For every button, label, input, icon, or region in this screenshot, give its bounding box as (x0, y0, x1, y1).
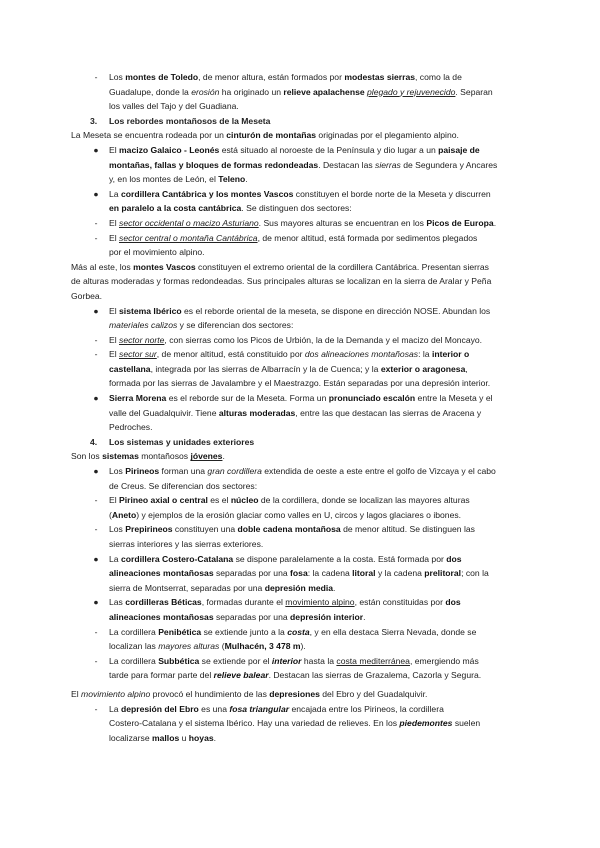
text: . Destacan las (318, 159, 376, 170)
text: sector norte (119, 334, 165, 345)
text: y la cadena (375, 568, 425, 579)
text: La (109, 553, 121, 564)
text: Subbética (158, 655, 200, 666)
bullet-item (71, 464, 530, 479)
text: en paralelo a la costa cantábrica (109, 203, 242, 214)
paragraph-line: Gorbea. (71, 290, 103, 301)
text: depresión media (264, 582, 334, 593)
section-title: Los rebordes montañosos de la Meseta (109, 115, 271, 126)
text: montes Vascos (133, 261, 196, 272)
text: , y en ella destaca Sierra Nevada, donde se (309, 626, 477, 637)
paragraph-line (71, 449, 530, 464)
bullet-item (71, 391, 530, 406)
text: ). (300, 641, 306, 652)
text-line (71, 201, 530, 216)
text: ( (219, 641, 225, 652)
text: dos (446, 553, 462, 564)
dash-marker: - (94, 655, 98, 666)
paragraph-line (71, 687, 530, 702)
text: núcleo (230, 495, 259, 506)
text: . (213, 732, 217, 743)
text: forman una (159, 466, 208, 477)
text: constituyen una (172, 524, 238, 535)
text: El (109, 232, 120, 243)
bullet-item (71, 187, 530, 202)
text: del Ebro y del Guadalquivir. (319, 688, 428, 699)
text: es el (207, 495, 231, 506)
bullet-item (71, 304, 530, 319)
text-line (71, 731, 530, 746)
text: u (179, 732, 189, 743)
text: cordillera Costero-Catalana (120, 553, 234, 564)
bullet-marker: ● (93, 553, 99, 564)
text: : la cadena (307, 568, 353, 579)
dash-marker: - (94, 232, 98, 243)
text: castellana (109, 363, 151, 374)
text: y se diferencian dos sectores: (177, 320, 294, 331)
text: , como la de (415, 72, 462, 82)
text: , (465, 363, 468, 374)
list-item (71, 231, 530, 246)
text: pronunciado escalón (328, 393, 416, 404)
text: costa (287, 626, 310, 637)
text: sistemas (102, 451, 139, 462)
text: Los (109, 466, 126, 477)
text-line: por el movimiento alpino. (109, 247, 205, 258)
text-line (71, 172, 530, 187)
list-item (71, 625, 530, 640)
text: sistema Ibérico (119, 305, 182, 316)
text: Penibética (158, 626, 202, 637)
dash-marker: - (94, 703, 98, 714)
text: El (109, 217, 120, 228)
text: extendida de oeste a este entre el golfo de Vizcaya y el cabo (261, 466, 496, 477)
text: localizarse (109, 732, 152, 743)
text: Son los (71, 451, 103, 462)
text: localizan las (109, 641, 159, 652)
text: , integrada por las sierras de Albarracín y la de Cuenca; y la (150, 363, 381, 374)
paragraph-line (71, 260, 530, 275)
text: cordillera Cantábrica y los montes Vascos (120, 188, 294, 199)
text: prelitoral (424, 568, 462, 579)
section-title: Los sistemas y unidades exteriores (109, 436, 255, 447)
text: entre la Meseta y el (415, 393, 493, 404)
text: sector occidental o macizo Asturiano (119, 217, 259, 228)
text: Los (109, 524, 126, 535)
text-line (71, 716, 530, 731)
text: , están constituidas por (354, 597, 446, 608)
text: fosa (290, 568, 308, 579)
text: dos (445, 597, 461, 608)
text: exterior o aragonesa (380, 363, 466, 374)
text: . (222, 451, 225, 462)
text: montes de Toledo (125, 72, 199, 82)
text: La (109, 703, 121, 714)
dash-marker: - (94, 495, 98, 506)
text: , con sierras como los Picos de Urbión, la de la Demanda y el macizo del Moncayo. (164, 334, 483, 345)
text: es el reborde sur de la Meseta. Forma un (166, 393, 329, 404)
text: constituyen el extremo oriental de la cordillera Cantábrica. Presentan sierras (195, 261, 489, 272)
text: ha originado un (219, 86, 284, 97)
text: montañas, fallas y bloques de formas redondeadas (109, 159, 319, 170)
text: sierras (375, 159, 401, 170)
text: doble cadena montañosa (237, 524, 341, 535)
text: , de menor altitud, está formada por sedimentos plegados (257, 232, 478, 243)
text: Mulhacén, 3 478 m (224, 641, 301, 652)
text: . Separan (455, 86, 493, 97)
text: sector central o montaña Cantábrica (119, 232, 258, 243)
text: modestas sierras (344, 72, 416, 82)
text: . (245, 174, 248, 185)
text: Pirineo axial o central (119, 495, 208, 506)
text: interior (271, 655, 302, 666)
paragraph-line (71, 128, 530, 143)
dash-marker: - (94, 626, 98, 637)
text: : la (418, 349, 432, 360)
text: erosión (191, 86, 220, 97)
text: dos alineaciones montañosas (304, 349, 419, 360)
text: mallos (152, 732, 180, 743)
text-line (71, 566, 530, 581)
text: La cordillera (109, 655, 159, 666)
text: plegado y rejuvenecido (367, 86, 456, 97)
text: El (109, 495, 120, 506)
text: Pirineos (125, 466, 160, 477)
text: hasta la (301, 655, 337, 666)
text: piedemontes (399, 718, 453, 729)
text: separadas por una (213, 568, 291, 579)
text: El (109, 349, 120, 360)
text: de la cordillera, donde se localizan las mayores alturas (258, 495, 470, 506)
text: . (333, 582, 336, 593)
text: depresiones (269, 688, 320, 699)
bullet-item (71, 595, 530, 610)
text: . (493, 217, 497, 228)
section-heading (71, 114, 530, 129)
text-line: los valles del Tajo y del Guadiana. (109, 101, 239, 112)
bullet-marker: ● (93, 466, 99, 477)
text: Guadalupe, donde la (109, 86, 192, 97)
text: depresión interior (290, 611, 364, 622)
text: relieve apalachense (283, 86, 365, 97)
text: Costero-Catalana y el sistema Ibérico. Hay una variedad de relieves. En los (109, 718, 400, 729)
text: La Meseta se encuentra rodeada por un (71, 130, 227, 141)
text: Prepirineos (125, 524, 173, 535)
list-item (71, 347, 530, 362)
text-line (71, 610, 530, 625)
text-line: Pedroches. (109, 422, 153, 433)
text: Picos de Europa (426, 217, 494, 228)
text: se extiende junto a la (201, 626, 288, 637)
text: alturas moderadas (218, 407, 296, 418)
bullet-marker: ● (93, 188, 99, 199)
text-line: sierras interiores y las sierras exteriores. (109, 539, 264, 549)
bullet-marker: ● (93, 597, 99, 608)
text: encajada entre los Pirineos, la cordillera (289, 703, 444, 714)
list-item (71, 493, 530, 508)
dash-marker: - (94, 334, 98, 345)
text: El (109, 144, 120, 155)
text: depresión del Ebro (120, 703, 199, 714)
text: sector sur (119, 349, 157, 360)
text: de Segundera y Ancares (400, 159, 498, 170)
text: jóvenes (190, 451, 223, 462)
text: movimiento alpino (285, 597, 355, 608)
bullet-marker: ● (93, 144, 99, 155)
text: interior o (431, 349, 470, 360)
text-line (71, 639, 530, 654)
text: se extiende por el (199, 655, 272, 666)
text: movimiento alpino (81, 688, 151, 699)
text: El (109, 334, 120, 345)
text: La (109, 188, 121, 199)
text: cordilleras Béticas (125, 597, 202, 608)
dash-marker: - (94, 524, 98, 535)
section-number: 3. (90, 115, 98, 126)
section-heading (71, 435, 530, 450)
text: constituyen el borde norte de la Meseta y discurren (293, 188, 491, 199)
text: litoral (352, 568, 376, 579)
text: gran cordillera (207, 466, 262, 477)
text: Sierra Morena (109, 393, 167, 404)
text: fosa triangular (229, 703, 290, 714)
text: , emergiendo más (409, 655, 479, 666)
text: ; con la (461, 568, 489, 579)
text: originadas por el plegamiento alpino. (316, 130, 459, 141)
text: montañosos (138, 451, 191, 462)
list-item (71, 702, 530, 717)
text-line (71, 362, 530, 377)
text: costa mediterránea (336, 655, 410, 666)
text: materiales calizos (109, 320, 178, 331)
text: , de menor altura, están formados por (198, 72, 345, 82)
dash-marker: - (94, 72, 98, 82)
text-line (71, 508, 530, 523)
text: . Sus mayores alturas se encuentran en los (258, 217, 427, 228)
text: se dispone paralelamente a la costa. Está formada por (233, 553, 447, 564)
list-item (71, 333, 530, 348)
text: Más al este, los (71, 261, 134, 272)
text: separadas por una (213, 611, 291, 622)
dash-marker: - (94, 349, 98, 360)
text: ) y ejemplos de la erosión glaciar como valles en U, circos y lagos glaciares o ibones. (136, 509, 462, 520)
text-line (71, 318, 530, 333)
text: y, en los montes de León, el (109, 174, 219, 185)
text: de menor altitud. Se distinguen las (340, 524, 475, 535)
text-line (71, 158, 530, 173)
text-line: formada por las sierras de Javalambre y el Maestrazgo. Están separadas por una depresión interior. (109, 378, 491, 389)
text-line (71, 85, 530, 100)
list-item (71, 216, 530, 231)
list-item (71, 70, 530, 85)
text: alineaciones montañosas (109, 568, 214, 579)
text: cinturón de montañas (226, 130, 317, 141)
text-line (71, 406, 530, 421)
text: , entre las que destacan las sierras de Aracena y (295, 407, 482, 418)
text: mayores alturas (158, 641, 220, 652)
text-line: de Creus. Se diferencian dos sectores: (109, 480, 258, 491)
text: alineaciones montañosas (109, 611, 214, 622)
text: . Se distinguen dos sectores: (241, 203, 352, 214)
text: Los (109, 72, 126, 82)
dash-marker: - (94, 217, 98, 228)
text: provocó el hundimiento de las (150, 688, 270, 699)
bullet-item (71, 143, 530, 158)
text: ( (109, 509, 112, 520)
text: Aneto (111, 509, 137, 520)
text-line (71, 668, 530, 683)
text: valle del Guadalquivir. Tiene (109, 407, 219, 418)
text: . (363, 611, 366, 622)
text: El (109, 305, 120, 316)
text: está situado al noroeste de la Península y dio lugar a un (219, 144, 439, 155)
text: Teleno (218, 174, 246, 185)
list-item (71, 522, 530, 537)
text: Las (109, 597, 126, 608)
section-number: 4. (90, 436, 98, 447)
bullet-marker: ● (93, 393, 99, 404)
text: La cordillera (109, 626, 159, 637)
text: tarde para formar parte del (109, 670, 214, 681)
text: macizo Galaico - Leonés (119, 144, 220, 155)
text: hoyas (188, 732, 214, 743)
text: paisaje de (438, 144, 480, 155)
text: es una (198, 703, 230, 714)
text-line (71, 581, 530, 596)
text: , de menor altitud, está constituido por (156, 349, 305, 360)
paragraph-line: de alturas moderadas y formas redondeadas. Sus principales alturas se localizan en la sierra de Aralar y Peña (71, 276, 492, 287)
list-item (71, 654, 530, 669)
text: relieve balear (213, 670, 269, 681)
text: El (71, 688, 82, 699)
text: . Destacan las sierras de Grazalema, Cazorla y Segura. (268, 670, 482, 681)
bullet-marker: ● (93, 305, 99, 316)
text: , formadas durante el (201, 597, 286, 608)
text: sierra de Montserrat, separadas por una (109, 582, 265, 593)
text: es el reborde oriental de la meseta, se dispone en dirección NOSE. Abundan los (181, 305, 491, 316)
text: suelen (452, 718, 481, 729)
bullet-item (71, 552, 530, 567)
